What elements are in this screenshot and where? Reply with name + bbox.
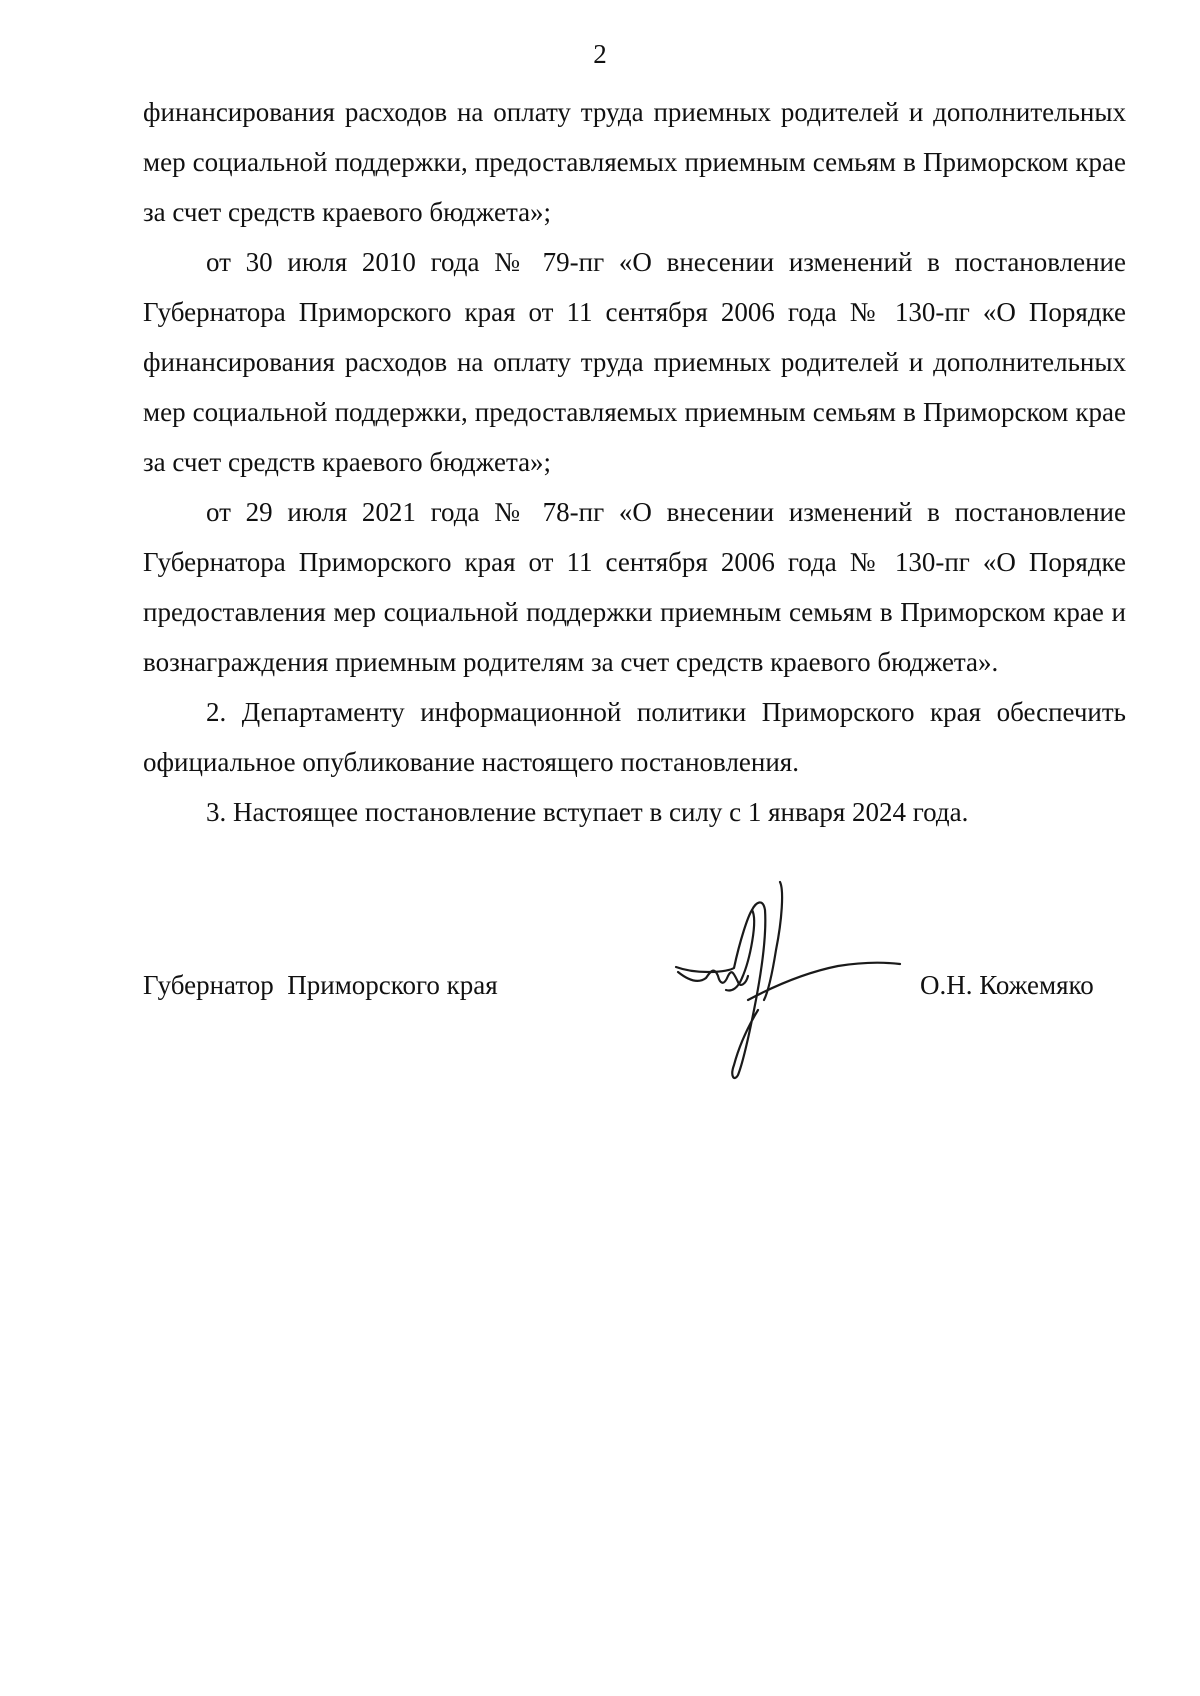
- signature-block: [143, 960, 1126, 1020]
- paragraph-item-2: 2. Департаменту информационной политики Приморского края обеспечить официальное опубликование настоящего постановления.: [143, 697, 1126, 777]
- paragraph-amendment-2010: от 30 июля 2010 года № 79-пг «О внесении изменений в постановление Губернатора Приморского края от 11 сентября 2006 года № 130-пг «О Порядке финансирования расходов на оплату труда приемных родителей и дополнительных мер социальной поддержки, предоставляемых приемным семьям в Приморском крае за счет средств краевого бюджета»;: [143, 247, 1126, 477]
- paragraph-amendment-2021: от 29 июля 2021 года № 78-пг «О внесении изменений в постановление Губернатора Приморского края от 11 сентября 2006 года № 130-пг «О Порядке предоставления мер социальной поддержки приемным семьям в Приморском крае и вознаграждения приемным родителям за счет средств краевого бюджета».: [143, 497, 1126, 677]
- paragraph-item-3: 3. Настоящее постановление вступает в силу с 1 января 2024 года.: [206, 797, 969, 827]
- signatory-position: Губернатор Приморского края: [143, 970, 498, 1000]
- page-number: 2: [593, 39, 607, 69]
- document-body: [143, 87, 1126, 837]
- paragraph-continuation: финансирования расходов на оплату труда приемных родителей и дополнительных мер социальной поддержки, предоставляемых приемным семьям в Приморском крае за счет средств краевого бюджета»;: [143, 97, 1126, 227]
- signatory-name: О.Н. Кожемяко: [920, 970, 1094, 1000]
